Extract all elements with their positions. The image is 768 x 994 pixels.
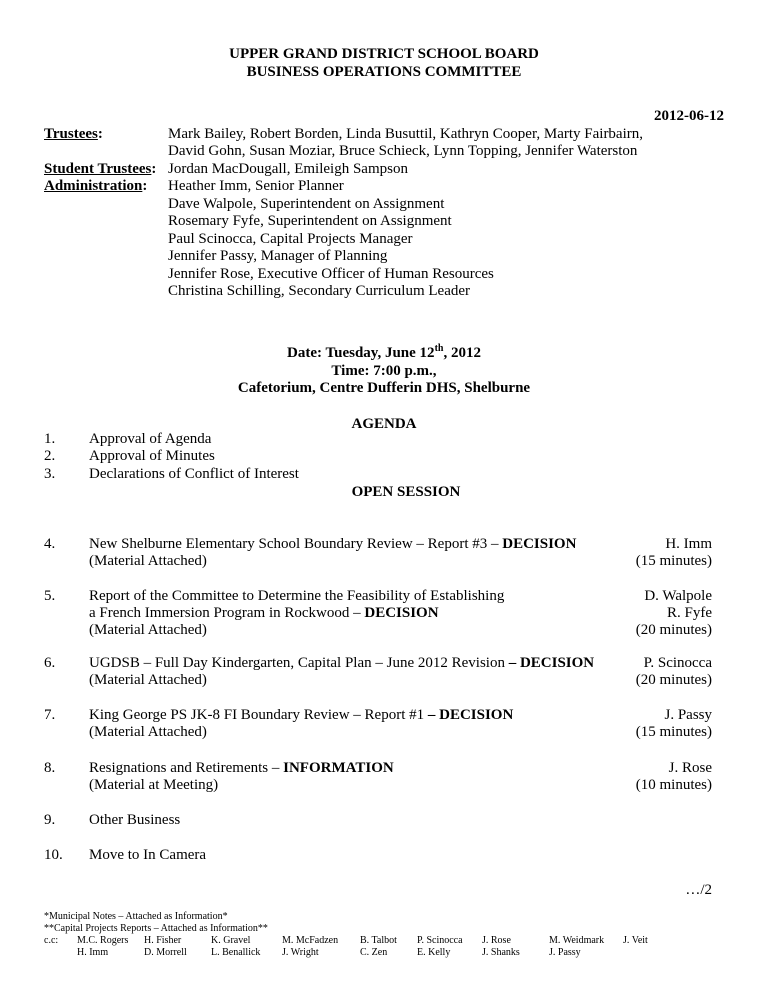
agenda-item-text: Move to In Camera: [89, 847, 207, 863]
cc-label: c.c:: [44, 935, 59, 946]
agenda-item: [0, 431, 768, 448]
agenda-item: [0, 588, 768, 640]
agenda-item: [0, 812, 768, 829]
agenda-item-presenter: H. Imm (15 minutes): [635, 536, 712, 569]
admin-line: Dave Walpole, Superintendent on Assignment: [168, 196, 445, 212]
agenda-item: [0, 655, 768, 691]
meeting-time: Time: 7:00 p.m.,: [331, 363, 437, 379]
cc-recipient: P. Scinocca: [417, 935, 463, 946]
admin-line: Rosemary Fyfe, Superintendent on Assignment: [168, 213, 452, 229]
agenda-item: [0, 847, 768, 864]
agenda-item-text: Approval of Minutes: [89, 448, 215, 464]
agenda-item-text: UGDSB – Full Day Kindergarten, Capital Plan – June 2012 Revision – DECISION (Material Attached): [89, 655, 595, 688]
page-continuation: …/2: [685, 882, 712, 898]
open-session-heading: OPEN SESSION: [351, 484, 461, 500]
student-trustees-line: Jordan MacDougall, Emileigh Sampson: [168, 161, 408, 177]
admin-line: Christina Schilling, Secondary Curriculum Leader: [168, 283, 471, 299]
administration-label: Administration:: [44, 178, 148, 194]
agenda-item-presenter: P. Scinocca (20 minutes): [635, 655, 712, 688]
cc-recipient: K. Gravel: [211, 935, 251, 946]
agenda-item-number: 5.: [44, 588, 56, 604]
agenda-item-number: 9.: [44, 812, 56, 828]
agenda-item-presenter: D. Walpole R. Fyfe (20 minutes): [635, 588, 712, 638]
cc-recipient: J. Wright: [282, 947, 319, 958]
agenda-item: [0, 466, 768, 483]
agenda-item-number: 2.: [44, 448, 56, 464]
trustees-label: Trustees:: [44, 126, 103, 142]
agenda-item-text: Resignations and Retirements – INFORMATION (Material at Meeting): [89, 760, 394, 793]
student-trustees-label: Student Trustees:: [44, 161, 157, 177]
cc-recipient: J. Rose: [482, 935, 511, 946]
agenda-item-text: Approval of Agenda: [89, 431, 212, 447]
footer-note-municipal: *Municipal Notes – Attached as Information*: [44, 911, 228, 922]
agenda-item-text: Other Business: [89, 812, 181, 828]
cc-recipient: C. Zen: [360, 947, 388, 958]
agenda-item-text: King George PS JK-8 FI Boundary Review – Report #1 – DECISION (Material Attached): [89, 707, 514, 740]
cc-recipient: H. Fisher: [144, 935, 182, 946]
meeting-location: Cafetorium, Centre Dufferin DHS, Shelburne: [237, 380, 531, 396]
cc-recipient: M. Weidmark: [549, 935, 605, 946]
cc-recipient: J. Shanks: [482, 947, 520, 958]
agenda-item-number: 1.: [44, 431, 56, 447]
meeting-date-code: 2012-06-12: [654, 108, 724, 124]
agenda-item: [0, 536, 768, 572]
trustees-line-1: Mark Bailey, Robert Borden, Linda Busuttil, Kathryn Cooper, Marty Fairbairn,: [168, 126, 644, 142]
agenda-item-number: 10.: [44, 847, 63, 863]
agenda-item: [0, 448, 768, 465]
admin-line: Jennifer Passy, Manager of Planning: [168, 248, 388, 264]
cc-recipient: H. Imm: [77, 947, 109, 958]
agenda-item-presenter: J. Rose (10 minutes): [635, 760, 712, 793]
cc-recipient: J. Veit: [623, 935, 648, 946]
cc-recipient: M. McFadzen: [282, 935, 339, 946]
agenda-item-number: 4.: [44, 536, 56, 552]
committee-title: BUSINESS OPERATIONS COMMITTEE: [246, 64, 522, 80]
agenda-item-number: 3.: [44, 466, 56, 482]
cc-recipient: L. Benallick: [211, 947, 261, 958]
agenda-item-number: 6.: [44, 655, 56, 671]
cc-recipient: M.C. Rogers: [77, 935, 129, 946]
meeting-date: Date: Tuesday, June 12th, 2012: [287, 343, 481, 361]
admin-line: Jennifer Rose, Executive Officer of Human Resources: [168, 266, 494, 282]
cc-recipient: E. Kelly: [417, 947, 451, 958]
admin-line: Paul Scinocca, Capital Projects Manager: [168, 231, 413, 247]
agenda-item-number: 7.: [44, 707, 56, 723]
footer-note-capital: **Capital Projects Reports – Attached as Information**: [44, 923, 268, 934]
agenda-item: [0, 760, 768, 796]
agenda-item-number: 8.: [44, 760, 56, 776]
cc-recipient: D. Morrell: [144, 947, 187, 958]
agenda-heading: AGENDA: [351, 416, 417, 432]
agenda-item: [0, 707, 768, 743]
cc-recipient: J. Passy: [549, 947, 581, 958]
admin-line: Heather Imm, Senior Planner: [168, 178, 344, 194]
cc-recipient: B. Talbot: [360, 935, 397, 946]
agenda-item-text: Report of the Committee to Determine the Feasibility of Establishing a French Immersion Program in Rockwood – DECISION (Material Attached): [89, 588, 505, 638]
trustees-line-2: David Gohn, Susan Moziar, Bruce Schieck, Lynn Topping, Jennifer Waterston: [168, 143, 638, 159]
agenda-item-text: New Shelburne Elementary School Boundary Review – Report #3 – DECISION (Material Attached): [89, 536, 577, 569]
agenda-item-text: Declarations of Conflict of Interest: [89, 466, 299, 482]
agenda-item-presenter: J. Passy (15 minutes): [635, 707, 712, 740]
org-title: UPPER GRAND DISTRICT SCHOOL BOARD: [229, 46, 539, 62]
